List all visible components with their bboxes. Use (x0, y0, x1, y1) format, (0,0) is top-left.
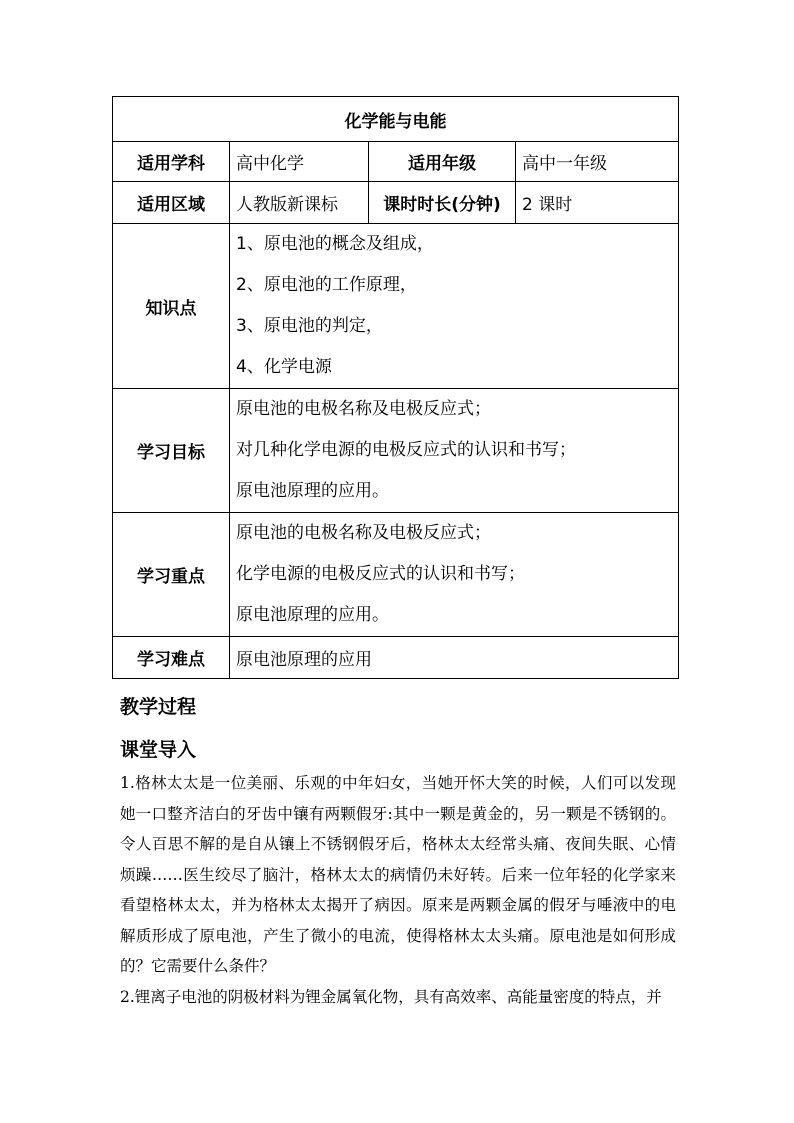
key-points-label: 学习重点 (113, 513, 230, 637)
difficulty-value: 原电池原理的应用 (230, 637, 679, 679)
paragraph-1: 1.格林太太是一位美丽、乐观的中年妇女，当她开怀大笑的时候，人们可以发现她一口整齐洁白的牙齿中镶有两颗假牙:其中一颗是黄金的，另一颗是不锈钢的。令人百思不解的是自从镶上不锈钢假牙后，格林太太经常头痛、夜间失眠、心情烦躁……医生绞尽了脑汁，格林太太的病情仍未好转。后来一位年轻的化学家来看望格林太太，并为格林太太揭开了病因。原来是两颗金属的假牙与唾液中的电解质形成了原电池，产生了微小的电流，使得格林太太头痛。原电池是如何形成的？它需要什么条件？ (120, 774, 676, 975)
subject-value: 高中化学 (230, 142, 369, 182)
knowledge-item: 4、化学电源 (236, 357, 332, 377)
key-points-cell (230, 513, 679, 637)
key-point-item: 化学电源的电极反应式的认识和书写； (236, 564, 525, 584)
goal-item: 原电池原理的应用。 (236, 481, 389, 501)
duration-label: 课时时长(分钟) (369, 182, 516, 224)
teaching-process-heading: 教学过程 (120, 696, 197, 718)
knowledge-item: 1、原电池的概念及组成， (236, 234, 434, 254)
table-title: 化学能与电能 (113, 97, 679, 142)
intro-text (120, 768, 676, 1012)
knowledge-item: 3、原电池的判定， (236, 316, 383, 336)
class-intro-heading: 课堂导入 (120, 739, 197, 761)
key-point-item: 原电池的电极名称及电极反应式； (236, 523, 491, 543)
region-label: 适用区域 (113, 182, 230, 224)
goal-item: 对几种化学电源的电极反应式的认识和书写； (236, 440, 576, 460)
grade-label: 适用年级 (369, 142, 516, 182)
region-value: 人教版新课标 (230, 182, 369, 224)
difficulty-label: 学习难点 (113, 637, 230, 679)
key-point-item: 原电池原理的应用。 (236, 605, 389, 625)
duration-value: 2 课时 (516, 182, 679, 224)
goals-cell (230, 389, 679, 513)
knowledge-label: 知识点 (113, 224, 230, 389)
knowledge-cell (230, 224, 679, 389)
grade-value: 高中一年级 (516, 142, 679, 182)
goals-label: 学习目标 (113, 389, 230, 513)
subject-label: 适用学科 (113, 142, 230, 182)
paragraph-2: 2.锂离子电池的阴极材料为锂金属氧化物，具有高效率、高能量密度的特点，并 (120, 987, 662, 1006)
knowledge-item: 2、原电池的工作原理， (236, 275, 417, 295)
goal-item: 原电池的电极名称及电极反应式； (236, 399, 491, 419)
lesson-info-table (112, 96, 679, 679)
